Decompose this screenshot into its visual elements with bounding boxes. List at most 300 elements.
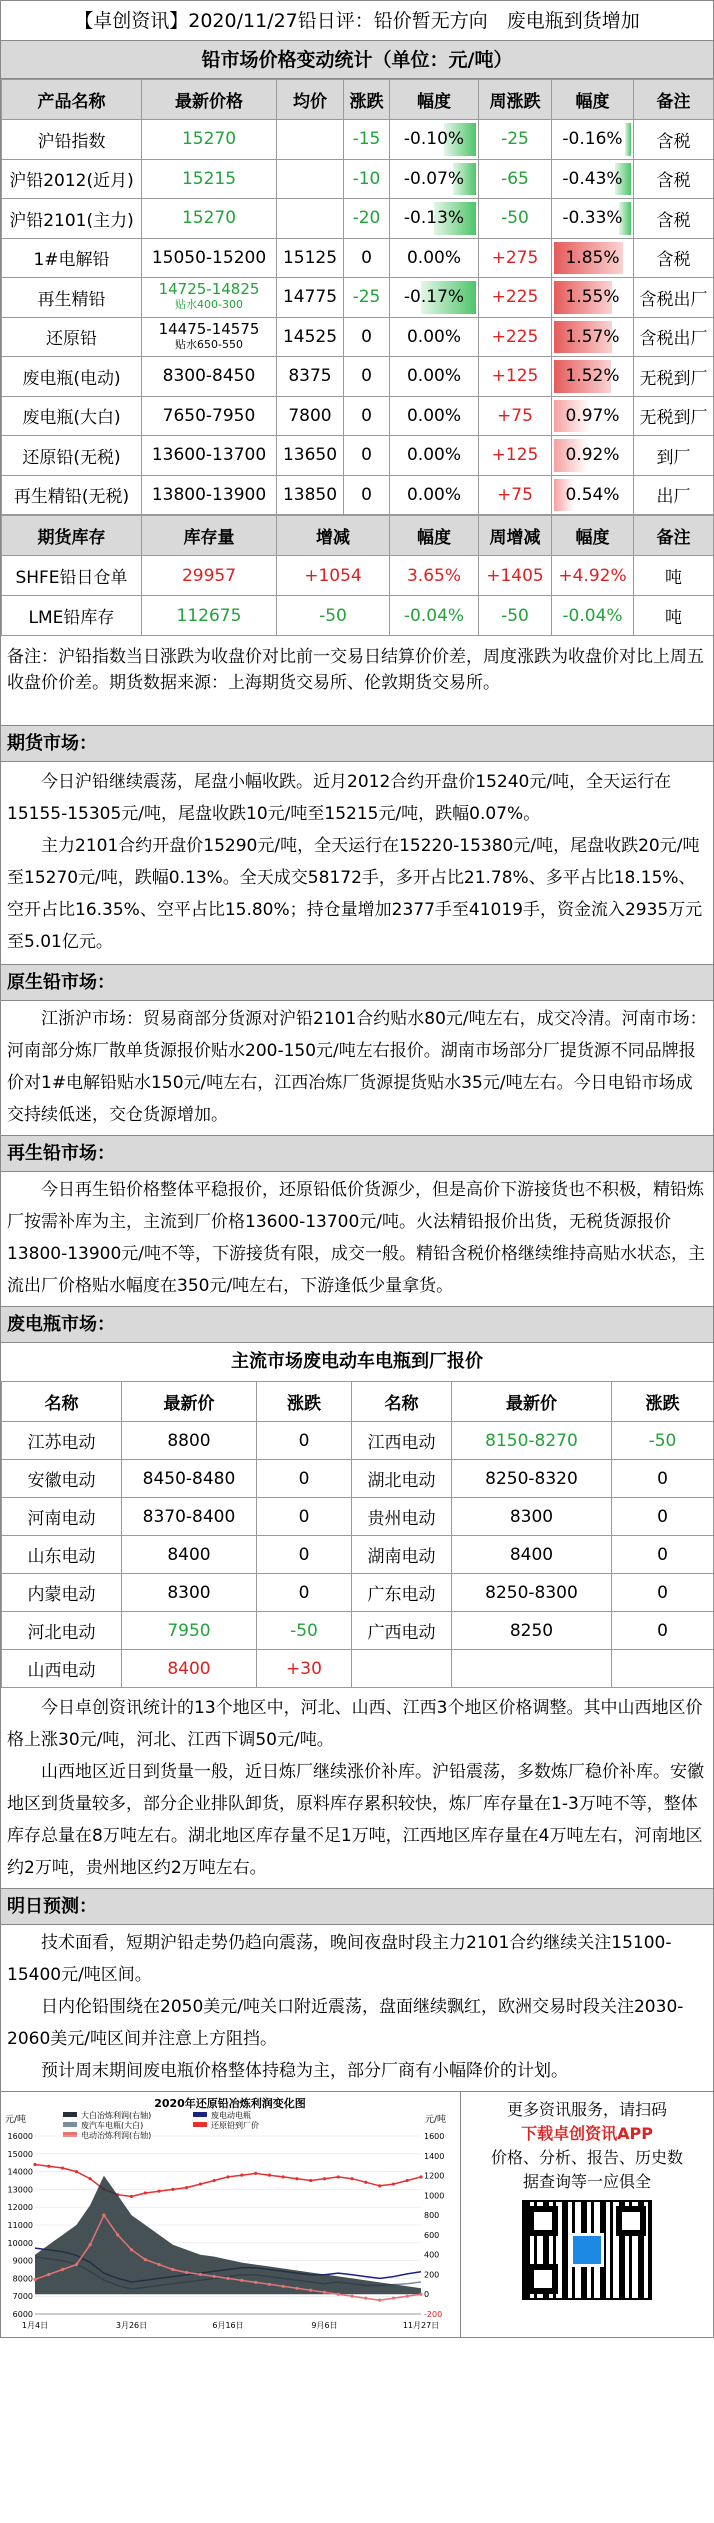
price-col-header: 涨跌 bbox=[344, 80, 390, 120]
pct-cell bbox=[390, 396, 479, 436]
table-row bbox=[2, 159, 714, 199]
daily-change: 0 bbox=[344, 396, 390, 436]
y-tick-left: 12000 bbox=[7, 2203, 33, 2213]
series-point bbox=[102, 2214, 105, 2217]
region-change: -50 bbox=[612, 1422, 714, 1460]
inventory-name: SHFE铅日仓单 bbox=[2, 556, 142, 596]
pct-cell bbox=[390, 199, 479, 239]
series-point bbox=[157, 2190, 160, 2193]
product-name: 沪铅指数 bbox=[2, 120, 142, 160]
inventory-change: +1054 bbox=[277, 556, 390, 596]
region-name: 湖南电动 bbox=[352, 1536, 452, 1574]
series-point bbox=[144, 2258, 147, 2261]
inventory-pct: -0.04% bbox=[390, 596, 479, 636]
series-point bbox=[282, 2175, 285, 2178]
daily-change: 0 bbox=[344, 357, 390, 397]
table-row bbox=[2, 556, 714, 596]
latest-price: 7650-7950 bbox=[142, 396, 277, 436]
series-point bbox=[199, 2182, 202, 2185]
avg-price: 13650 bbox=[277, 436, 344, 476]
pct-value: -0.16% bbox=[562, 129, 623, 150]
region-change: -50 bbox=[257, 1612, 352, 1650]
price-discount: 贴水650-550 bbox=[175, 337, 243, 351]
legend-swatch bbox=[63, 2112, 77, 2117]
latest-price: 15270 bbox=[142, 120, 277, 160]
scrap-section-title: 废电瓶市场： bbox=[1, 1307, 713, 1343]
series-point bbox=[268, 2283, 271, 2286]
y-tick-left: 6000 bbox=[12, 2310, 33, 2319]
region-price: 8400 bbox=[122, 1650, 257, 1688]
product-name: 再生精铅(无税) bbox=[2, 475, 142, 515]
region-price: 8800 bbox=[122, 1422, 257, 1460]
region-name: 江西电动 bbox=[352, 1422, 452, 1460]
pct-cell bbox=[390, 436, 479, 476]
y-tick-left: 9000 bbox=[12, 2256, 33, 2266]
legend-swatch bbox=[193, 2122, 207, 2127]
weekly-change: +225 bbox=[479, 317, 552, 357]
weekly-change: +125 bbox=[479, 357, 552, 397]
scrap-col-header: 名称 bbox=[2, 1382, 122, 1422]
series-point bbox=[47, 2165, 50, 2168]
region-change: 0 bbox=[257, 1460, 352, 1498]
region-name: 江苏电动 bbox=[2, 1422, 122, 1460]
table-row bbox=[2, 120, 714, 160]
region-name: 河北电动 bbox=[2, 1612, 122, 1650]
inventory-unit: 吨 bbox=[634, 596, 714, 636]
forecast-title: 明日预测： bbox=[1, 1889, 713, 1925]
price-col-header: 最新价格 bbox=[142, 80, 277, 120]
product-name: 还原铅(无税) bbox=[2, 436, 142, 476]
x-tick: 6月16日 bbox=[212, 2321, 244, 2330]
region-price bbox=[452, 1650, 612, 1688]
series-point bbox=[364, 2181, 367, 2184]
pct-cell bbox=[552, 317, 634, 357]
table-row bbox=[2, 436, 714, 476]
pct-cell bbox=[390, 357, 479, 397]
scrap-paragraph-1: 今日卓创资讯统计的13个地区中，河北、山西、江西3个地区价格调整。其中山西地区价格上涨30元/吨，河北、江西下调50元/吨。 bbox=[7, 1698, 703, 1750]
pct-value: -0.07% bbox=[403, 168, 465, 189]
y-tick-left: 15000 bbox=[7, 2149, 33, 2159]
pct-cell bbox=[552, 357, 634, 397]
series-point bbox=[33, 2163, 36, 2166]
forecast-paragraph-2: 日内伦铅围绕在2050美元/吨关口附近震荡，盘面继续飘红，欧洲交易时段关注2030-2060美元/吨区间并注意上方阻挡。 bbox=[7, 1997, 684, 2049]
table-row bbox=[2, 1460, 714, 1498]
y-tick-left: 16000 bbox=[7, 2132, 33, 2141]
pct-cell bbox=[552, 436, 634, 476]
series-point bbox=[89, 2243, 92, 2246]
region-name: 河南电动 bbox=[2, 1498, 122, 1536]
region-name: 湖北电动 bbox=[352, 1460, 452, 1498]
pct-bar bbox=[625, 123, 631, 156]
series-point bbox=[295, 2287, 298, 2290]
series-point bbox=[378, 2184, 381, 2187]
region-price: 8300 bbox=[122, 1574, 257, 1612]
weekly-change: +75 bbox=[479, 475, 552, 515]
series-point bbox=[419, 2293, 422, 2296]
region-price: 8250-8300 bbox=[452, 1574, 612, 1612]
avg-price: 7800 bbox=[277, 396, 344, 436]
series-point bbox=[254, 2281, 257, 2284]
remark: 含税 bbox=[634, 238, 714, 278]
region-change: 0 bbox=[612, 1498, 714, 1536]
region-price: 8400 bbox=[452, 1536, 612, 1574]
table-row bbox=[2, 357, 714, 397]
remark: 含税出厂 bbox=[634, 278, 714, 318]
remark: 含税 bbox=[634, 120, 714, 160]
series-point bbox=[157, 2263, 160, 2266]
chart-ylabel-left: 元/吨 bbox=[5, 2115, 27, 2125]
series-point bbox=[337, 2293, 340, 2296]
latest-price: 15270 bbox=[142, 199, 277, 239]
region-name: 山东电动 bbox=[2, 1536, 122, 1574]
y-tick-right: 1400 bbox=[424, 2151, 445, 2161]
series-point bbox=[75, 2263, 78, 2266]
legend-swatch bbox=[63, 2122, 77, 2127]
primary-lead-paragraph: 江浙沪市场：贸易商部分货源对沪铅2101合约贴水80元/吨左右，成交冷清。河南市场：河南部分炼厂散单货源报价贴水200-150元/吨左右报价。湖南市场部分厂提货源不同品牌报价对1#电解铅贴水150元/吨左右，江西冶炼厂货源提货贴水35元/吨左右。今日电铅市场成交持续低迷，交仓货源增加。 bbox=[7, 1009, 707, 1125]
promo-line-2[interactable]: 下载卓创资讯APP bbox=[521, 2124, 653, 2143]
pct-cell bbox=[552, 278, 634, 318]
region-name: 广西电动 bbox=[352, 1612, 452, 1650]
table-row bbox=[2, 199, 714, 239]
app-logo-icon bbox=[570, 2233, 604, 2267]
chart-ylabel-right: 元/吨 bbox=[425, 2115, 447, 2125]
pct-cell bbox=[552, 475, 634, 515]
scrap-col-header: 最新价 bbox=[122, 1382, 257, 1422]
weekly-change: +75 bbox=[479, 396, 552, 436]
scrap-table-title: 主流市场废电动车电瓶到厂报价 bbox=[231, 1351, 483, 1372]
product-name: 再生精铅 bbox=[2, 278, 142, 318]
pct-cell bbox=[390, 238, 479, 278]
inventory-col-header: 周增减 bbox=[479, 516, 552, 556]
inventory-change: -50 bbox=[277, 596, 390, 636]
y-tick-left: 8000 bbox=[12, 2274, 33, 2284]
y-tick-right: 400 bbox=[424, 2250, 440, 2260]
pct-cell bbox=[552, 396, 634, 436]
inventory-col-header: 幅度 bbox=[390, 516, 479, 556]
y-tick-right: 1000 bbox=[424, 2191, 445, 2201]
latest-price: 13800-13900 bbox=[142, 475, 277, 515]
promo-line-4: 据查询等一应俱全 bbox=[522, 2172, 651, 2191]
daily-change: 0 bbox=[344, 238, 390, 278]
series-point bbox=[350, 2177, 353, 2180]
series-point bbox=[406, 2295, 409, 2298]
region-price: 8300 bbox=[452, 1498, 612, 1536]
pct-cell bbox=[390, 317, 479, 357]
series-point bbox=[240, 2174, 243, 2177]
series-point bbox=[392, 2182, 395, 2185]
avg-price bbox=[277, 199, 344, 239]
table-row bbox=[2, 238, 714, 278]
legend-label: 还原铅到厂价 bbox=[211, 2121, 259, 2130]
region-name: 安徽电动 bbox=[2, 1460, 122, 1498]
series-point bbox=[89, 2177, 92, 2180]
region-change: 0 bbox=[257, 1574, 352, 1612]
table-row bbox=[2, 1650, 714, 1688]
table-row bbox=[2, 596, 714, 636]
pct-cell bbox=[390, 278, 479, 318]
scrap-col-header: 最新价 bbox=[452, 1382, 612, 1422]
remark: 含税 bbox=[634, 199, 714, 239]
daily-change: 0 bbox=[344, 317, 390, 357]
region-name bbox=[352, 1650, 452, 1688]
legend-label: 废汽车电瓶(大白) bbox=[81, 2121, 144, 2130]
series-line bbox=[35, 2165, 421, 2197]
qr-code-icon[interactable] bbox=[522, 2200, 652, 2300]
pct-cell bbox=[390, 120, 479, 160]
chart-title: 2020年还原铅冶炼利润变化图 bbox=[154, 2097, 306, 2110]
weekly-change: +125 bbox=[479, 436, 552, 476]
profit-chart-svg bbox=[1, 2092, 459, 2336]
series-point bbox=[295, 2177, 298, 2180]
primary-lead-title: 原生铅市场： bbox=[1, 965, 713, 1001]
x-tick: 9月6日 bbox=[311, 2321, 338, 2330]
price-col-header: 周涨跌 bbox=[479, 80, 552, 120]
footer bbox=[1, 2091, 713, 2337]
avg-price: 8375 bbox=[277, 357, 344, 397]
series-point bbox=[185, 2271, 188, 2274]
avg-price: 14525 bbox=[277, 317, 344, 357]
series-point bbox=[144, 2191, 147, 2194]
pct-value: 1.85% bbox=[565, 247, 620, 268]
table-row bbox=[2, 317, 714, 357]
y-tick-right: 0 bbox=[424, 2290, 430, 2300]
inventory-weekly-pct: +4.92% bbox=[552, 556, 634, 596]
remark: 含税出厂 bbox=[634, 317, 714, 357]
daily-change: 0 bbox=[344, 436, 390, 476]
series-point bbox=[309, 2289, 312, 2292]
app-promo bbox=[461, 2092, 713, 2337]
y-tick-left: 13000 bbox=[7, 2185, 33, 2195]
inventory-table bbox=[1, 515, 714, 636]
price-col-header: 均价 bbox=[277, 80, 344, 120]
pct-value: 1.55% bbox=[565, 287, 620, 308]
weekly-change: +225 bbox=[479, 278, 552, 318]
latest-price: 8300-8450 bbox=[142, 357, 277, 397]
inventory-weekly-change: +1405 bbox=[479, 556, 552, 596]
daily-change: -15 bbox=[344, 120, 390, 160]
footnote: 备注：沪铅指数当日涨跌为收盘价对比前一交易日结算价价差，周度涨跌为收盘价对比上周五收盘价价差。期货数据来源：上海期货交易所、伦敦期货交易所。 bbox=[1, 636, 713, 726]
pct-value: 0.00% bbox=[406, 247, 461, 268]
pct-value: 0.00% bbox=[406, 405, 461, 426]
pct-value: 0.97% bbox=[565, 405, 620, 426]
series-point bbox=[199, 2273, 202, 2276]
y-tick-left: 10000 bbox=[7, 2238, 33, 2248]
y-tick-right: 600 bbox=[424, 2230, 440, 2240]
series-point bbox=[309, 2179, 312, 2182]
series-point bbox=[240, 2279, 243, 2282]
price-col-header: 产品名称 bbox=[2, 80, 142, 120]
series-point bbox=[185, 2186, 188, 2189]
x-tick: 1月4日 bbox=[21, 2321, 49, 2330]
pct-value: 0.54% bbox=[565, 484, 620, 505]
series-point bbox=[392, 2297, 395, 2300]
scrap-price-table bbox=[1, 1381, 714, 1688]
y-tick-left: 7000 bbox=[12, 2292, 33, 2302]
region-change: 0 bbox=[257, 1498, 352, 1536]
pct-value: 0.92% bbox=[565, 445, 620, 466]
region-name: 广东电动 bbox=[352, 1574, 452, 1612]
product-name: 沪铅2012(近月) bbox=[2, 159, 142, 199]
region-price: 8250 bbox=[452, 1612, 612, 1650]
avg-price: 13850 bbox=[277, 475, 344, 515]
daily-change: -25 bbox=[344, 278, 390, 318]
region-change: 0 bbox=[612, 1460, 714, 1498]
daily-change: -10 bbox=[344, 159, 390, 199]
daily-change: -20 bbox=[344, 199, 390, 239]
pct-value: -0.17% bbox=[403, 287, 465, 308]
region-name: 贵州电动 bbox=[352, 1498, 452, 1536]
legend-swatch bbox=[193, 2112, 207, 2117]
promo-line-1: 更多资讯服务，请扫码 bbox=[506, 2100, 667, 2119]
latest-price bbox=[142, 278, 277, 318]
product-name: 1#电解铅 bbox=[2, 238, 142, 278]
price-col-header: 幅度 bbox=[390, 80, 479, 120]
region-change bbox=[612, 1650, 714, 1688]
latest-price bbox=[142, 317, 277, 357]
avg-price bbox=[277, 159, 344, 199]
pct-cell bbox=[552, 159, 634, 199]
series-point bbox=[33, 2278, 36, 2281]
product-name: 沪铅2101(主力) bbox=[2, 199, 142, 239]
table-row bbox=[2, 475, 714, 515]
x-tick: 11月27日 bbox=[402, 2321, 440, 2330]
pct-cell bbox=[390, 475, 479, 515]
series-point bbox=[378, 2299, 381, 2302]
x-tick: 3月26日 bbox=[115, 2321, 148, 2330]
table-row bbox=[2, 1574, 714, 1612]
region-price: 8250-8320 bbox=[452, 1460, 612, 1498]
promo-line-3: 价格、分析、报告、历史数 bbox=[490, 2148, 683, 2167]
series-point bbox=[282, 2285, 285, 2288]
inventory-unit: 吨 bbox=[634, 556, 714, 596]
series-point bbox=[130, 2195, 133, 2198]
avg-price: 14775 bbox=[277, 278, 344, 318]
series-point bbox=[130, 2248, 133, 2251]
series-point bbox=[364, 2297, 367, 2300]
weekly-change: -65 bbox=[479, 159, 552, 199]
inventory-name: LME铅库存 bbox=[2, 596, 142, 636]
series-point bbox=[226, 2175, 229, 2178]
price-col-header: 备注 bbox=[634, 80, 714, 120]
secondary-lead-title: 再生铅市场： bbox=[1, 1136, 713, 1172]
pct-cell bbox=[552, 238, 634, 278]
scrap-col-header: 名称 bbox=[352, 1382, 452, 1422]
pct-value: 1.52% bbox=[565, 366, 620, 387]
region-change: 0 bbox=[612, 1612, 714, 1650]
pct-value: -0.10% bbox=[403, 129, 465, 150]
region-change: 0 bbox=[612, 1536, 714, 1574]
y-tick-right: 1200 bbox=[424, 2171, 445, 2181]
product-name: 废电瓶(大白) bbox=[2, 396, 142, 436]
inventory-col-header: 期货库存 bbox=[2, 516, 142, 556]
forecast-paragraph-1: 技术面看，短期沪铅走势仍趋向震荡，晚间夜盘时段主力2101合约继续关注15100-15400元/吨区间。 bbox=[7, 1933, 672, 1985]
price-table-title: 铅市场价格变动统计（单位：元/吨） bbox=[1, 41, 713, 79]
inventory-weekly-pct: -0.04% bbox=[552, 596, 634, 636]
scrap-paragraph-2: 山西地区近日到货量一般，近日炼厂继续涨价补库。沪铅震荡，多数炼厂稳价补库。安徽地区到货量较多，部分企业排队卸货，原料库存累积较快，炼厂库存量在1-3万吨不等，整体库存总量在8万吨左右。湖北地区库存量不足1万吨，江西地区库存量在4万吨左右，河南地区约2万吨，贵州地区约2万吨左右。 bbox=[7, 1762, 704, 1878]
y-tick-right: 200 bbox=[424, 2270, 440, 2280]
remark: 含税 bbox=[634, 159, 714, 199]
futures-title: 期货市场： bbox=[1, 726, 713, 762]
price-range: 14725-14825 bbox=[158, 280, 260, 299]
series-point bbox=[419, 2175, 422, 2178]
series-point bbox=[406, 2179, 409, 2182]
weekly-change: -25 bbox=[479, 120, 552, 160]
series-point bbox=[61, 2268, 64, 2271]
series-point bbox=[61, 2166, 64, 2169]
y-tick-left: 14000 bbox=[7, 2167, 33, 2177]
weekly-change: -50 bbox=[479, 199, 552, 239]
table-row bbox=[2, 396, 714, 436]
series-point bbox=[75, 2170, 78, 2173]
pct-value: 0.00% bbox=[406, 484, 461, 505]
remark: 无税到厂 bbox=[634, 357, 714, 397]
pct-value: -0.33% bbox=[562, 208, 623, 229]
product-name: 还原铅 bbox=[2, 317, 142, 357]
pct-value: 0.00% bbox=[406, 366, 461, 387]
series-point bbox=[337, 2175, 340, 2178]
pct-cell bbox=[552, 199, 634, 239]
pct-value: -0.43% bbox=[562, 168, 623, 189]
table-row bbox=[2, 1422, 714, 1460]
pct-value: 0.00% bbox=[406, 326, 461, 347]
series-point bbox=[116, 2233, 119, 2236]
y-tick-left: 11000 bbox=[7, 2221, 33, 2230]
price-discount: 贴水400-300 bbox=[175, 298, 243, 312]
y-tick-right: 800 bbox=[424, 2211, 440, 2221]
region-price: 8400 bbox=[122, 1536, 257, 1574]
product-name: 废电瓶(电动) bbox=[2, 357, 142, 397]
region-price: 8150-8270 bbox=[452, 1422, 612, 1460]
scrap-col-header: 涨跌 bbox=[612, 1382, 714, 1422]
inventory-col-header: 备注 bbox=[634, 516, 714, 556]
avg-price bbox=[277, 120, 344, 160]
y-tick-right: -200 bbox=[424, 2310, 443, 2319]
region-change: 0 bbox=[612, 1574, 714, 1612]
table-row bbox=[2, 1498, 714, 1536]
inventory-col-header: 增减 bbox=[277, 516, 390, 556]
legend-label: 大白冶炼利润(右轴) bbox=[81, 2111, 152, 2120]
futures-paragraph-1: 今日沪铅继续震荡，尾盘小幅收跌。近月2012合约开盘价15240元/吨，全天运行在15155-15305元/吨，尾盘收跌10元/吨至15215元/吨，跌幅0.07%。 bbox=[7, 772, 672, 824]
pct-cell bbox=[552, 120, 634, 160]
weekly-change: +275 bbox=[479, 238, 552, 278]
secondary-lead-paragraph: 今日再生铅价格整体平稳报价，还原铅低价货源少，但是高价下游接货也不积极，精铅炼厂按需补库为主，主流到厂价格13600-13700元/吨。火法精铅报价出货，无税货源报价13800-13900元/吨不等，下游接货有限，成交一般。精铅含税价格继续维持高贴水状态，主流出厂价格贴水幅度在350元/吨左右，下游逢低少量拿货。 bbox=[7, 1180, 706, 1296]
price-range: 14475-14575 bbox=[158, 319, 260, 338]
profit-chart bbox=[1, 2092, 461, 2337]
region-name: 内蒙电动 bbox=[2, 1574, 122, 1612]
inventory-pct: 3.65% bbox=[390, 556, 479, 596]
inventory-col-header: 幅度 bbox=[552, 516, 634, 556]
series-point bbox=[323, 2291, 326, 2294]
pct-value: 0.00% bbox=[406, 445, 461, 466]
remark: 出厂 bbox=[634, 475, 714, 515]
series-point bbox=[226, 2277, 229, 2280]
inventory-qty: 112675 bbox=[142, 596, 277, 636]
latest-price: 13600-13700 bbox=[142, 436, 277, 476]
remark: 无税到厂 bbox=[634, 396, 714, 436]
report-title: 【卓创资讯】2020/11/27铅日评：铅价暂无方向 废电瓶到货增加 bbox=[1, 1, 713, 41]
price-table bbox=[1, 79, 714, 515]
table-row bbox=[2, 278, 714, 318]
scrap-col-header: 涨跌 bbox=[257, 1382, 352, 1422]
inventory-weekly-change: -50 bbox=[479, 596, 552, 636]
series-point bbox=[171, 2268, 174, 2271]
region-price: 8450-8480 bbox=[122, 1460, 257, 1498]
region-price: 8370-8400 bbox=[122, 1498, 257, 1536]
region-price: 7950 bbox=[122, 1612, 257, 1650]
series-point bbox=[47, 2273, 50, 2276]
series-point bbox=[171, 2188, 174, 2191]
y-tick-right: 1600 bbox=[424, 2132, 445, 2141]
